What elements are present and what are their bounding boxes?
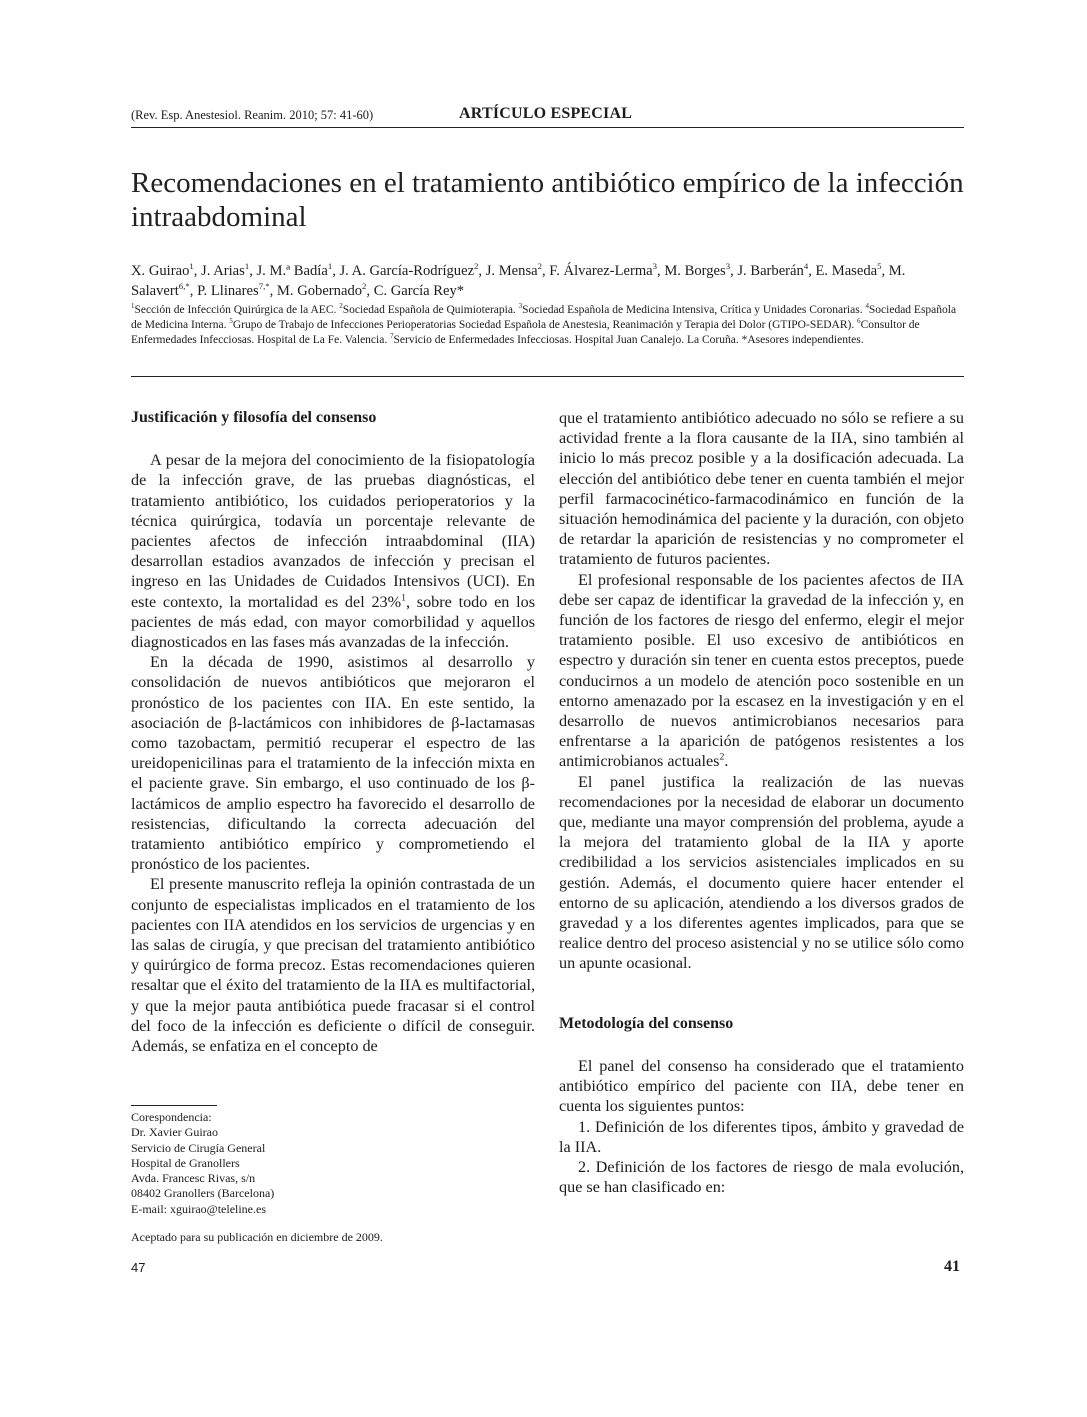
author: C. García Rey* [373,283,465,299]
affiliations-rule [131,376,964,377]
author: M. Gobernado$^2$, [276,281,374,299]
author: M. Borges$^3$, [664,261,738,279]
affiliation: $^6$Consultor de Enfermedades Infecciosas. Hospital de La Fe. Valencia. [131,318,920,346]
author: X. Guirao$^1$, [131,261,202,279]
author: E. Maseda$^5$, [815,261,889,279]
paragraph: El panel justifica la realización de las nuevas recomendaciones por la necesidad de elaborar un documento que, mediante una mayor comprensión del problema, ayude a la mejora del tratamiento global de la IIA y aporte credibilidad a los servicios asistenciales implicados en su gestión. Además, el documento quiere hacer entender el entorno de su aplicación, atendiendo a los diversos grados de gravedad y a los diferentes agentes implicados, para que se realice dentro del proceso asistencial y no se utilice sólo como un apunte ocasional. [559,772,964,973]
page-number-left: 47 [131,1260,146,1275]
affiliation: $^7$Servicio de Enfermedades Infecciosas. Hospital Juan Canalejo. La Coruña. *Asesores independientes. [390,333,864,346]
author: M. Salavert$^{6,*}$, [131,263,906,299]
section-heading-metodologia: Metodología del consenso [559,1014,734,1032]
footnote-rule [131,1105,217,1106]
author-list [131,261,964,301]
author: J. M.ª Badía$^1$, [256,261,340,279]
author: F. Álvarez-Lerma$^3$, [549,261,665,279]
correspondence-address: Avda. Francesc Rivas, s/n [131,1171,256,1186]
page-number-right: 41 [944,1258,960,1275]
affiliation: $^5$Grupo de Trabajo de Infecciones Perioperatorias Sociedad Española de Anestesia, Reanimación y Terapia del Dolor (GTIPO-SEDAR). [229,318,858,331]
correspondence-city: 08402 Granollers (Barcelona) [131,1186,275,1201]
affiliations [131,303,964,348]
correspondence-name: Dr. Xavier Guirao [131,1125,218,1140]
article-title: Recomendaciones en el tratamiento antibiótico empírico de la infección intraabdominal [131,167,964,233]
paragraph: El presente manuscrito refleja la opinión contrastada de un conjunto de especialistas implicados en el tratamiento de los pacientes con IIA atendidos en los servicios de urgencias y en las salas de cirugía, y que precisan del tratamiento antibiótico y quirúrgico de forma precoz. Estas recomendaciones quieren resaltar que el éxito del tratamiento de la IIA es multifactorial, y que la mejor pauta antibiótica puede fracasar si el control del foco de la infección es deficiente o difícil de conseguir. Además, se enfatiza en el concepto de [131,875,535,1056]
author: J. Barberán$^4$, [737,261,816,279]
left-column [131,408,535,1056]
section-heading-justificacion: Justificación y filosofía del consenso [131,409,377,426]
correspondence-email: E-mail: xguirao@teleline.es [131,1201,267,1216]
correspondence-block [131,1110,274,1217]
section-label: ARTÍCULO ESPECIAL [459,105,633,122]
affiliation: $^4$Sociedad Española de Medicina Interna. [131,303,957,331]
paragraph: que el tratamiento antibiótico adecuado no sólo se refiere a su actividad frente a la flora causante de la IIA, sino también al inicio lo más precoz posible y a la dosificación adecuada. La elección del antibiótico debe tener en cuenta también el mejor perfil farmacocinético-farmacodinámico en función de la situación hemodinámica del paciente y la duración, con objeto de retardar la aparición de resistencias y no comprometer el tratamiento de futuros pacientes. [559,409,964,569]
acceptance-note: Aceptado para su publicación en diciembre de 2009. [131,1230,383,1244]
paragraph: En la década de 1990, asistimos al desarrollo y consolidación de nuevos antibióticos que mejoraron el pronóstico de los pacientes con IIA. En este sentido, la asociación de β-lactámicos con inhibidores de β-lactamasas como tazobactam, permitió recuperar el espectro de las ureidopenicilinas para el tratamiento de la infección mixta en el paciente grave. Sin embargo, el uso continuado de los β-lactámicos de amplio espectro ha favorecido el desarrollo de resistencias, dificultando la correcta adecuación del tratamiento antibiótico empírico y comprometiendo el pronóstico de los pacientes. [131,653,535,874]
affiliation: $^3$Sociedad Española de Medicina Intensiva, Crítica y Unidades Coronarias. [518,303,866,316]
journal-citation: (Rev. Esp. Anestesiol. Reanim. 2010; 57: 41-60) [131,108,374,122]
right-column [559,408,964,1197]
author: P. Llinares$^{7,*}$, [197,281,277,299]
author: J. Arias$^1$, [201,261,257,279]
running-head [131,105,964,127]
header-rule [131,127,964,128]
affiliation: $^1$Sección de Infección Quirúrgica de la AEC. [131,303,340,316]
paragraph: El profesional responsable de los pacientes afectos de IIA debe ser capaz de identificar la gravedad de la infección y, en función de los factores de riesgo del enfermo, elegir el mejor tratamiento posible. El uso excesivo de antibióticos en espectro y duración sin tener en cuenta estos preceptos, puede conducirnos a un modelo de atención poco sostenible en un entorno amenazado por la escasez en la investigación y en el desarrollo de nuevos antimicrobianos necesarios para enfrentarse a la aparición de patógenos resistentes a los antimicrobianos actuales$^2$. [559,570,964,771]
correspondence-label: Corespondencia: [131,1110,212,1124]
author: J. A. García-Rodríguez$^2$, [339,261,486,279]
affiliation: $^2$Sociedad Española de Quimioterapia. [339,303,519,316]
author: J. Mensa$^2$, [485,261,550,279]
list-item: 2. Definición de los factores de riesgo de mala evolución, que se han clasificado en: [559,1157,964,1197]
paragraph: El panel del consenso ha considerado que el tratamiento antibiótico empírico del paciente con IIA, debe tener en cuenta los siguientes puntos: [559,1056,964,1116]
correspondence-dept: Servicio de Cirugía General [131,1140,266,1155]
correspondence-hospital: Hospital de Granollers [131,1155,240,1170]
paragraph: A pesar de la mejora del conocimiento de la fisiopatología de la infección grave, de las pruebas diagnósticas, el tratamiento antibiótico, los cuidados perioperatorios y la técnica quirúrgica, todavía un porcentaje relevante de pacientes afectos de infección intraabdominal (IIA) desarrollan estadios avanzados de infección y precisan el ingreso en las Unidades de Cuidados Intensivos (UCI). En este contexto, la mortalidad es del 23%$^1$, sobre todo en los pacientes de más edad, con mayor comorbilidad y aquellos diagnosticados en las fases más avanzadas de la infección. [131,451,535,652]
list-item: 1. Definición de los diferentes tipos, ámbito y gravedad de la IIA. [559,1117,964,1156]
